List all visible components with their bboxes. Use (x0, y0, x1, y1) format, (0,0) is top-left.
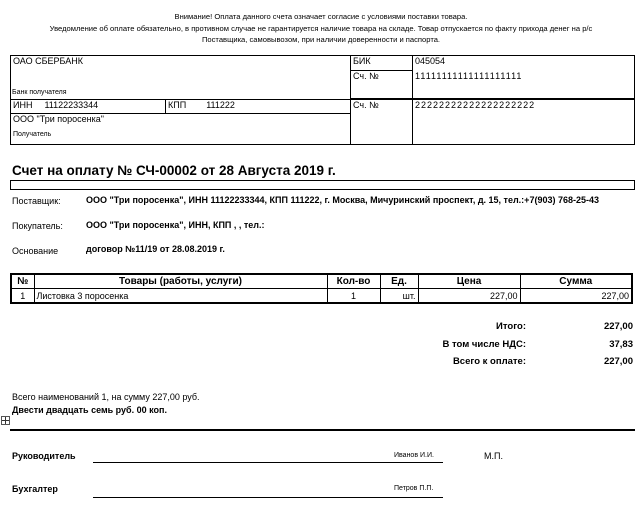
account-label: Сч. № (351, 99, 413, 144)
bank-caption: Банк получателя (12, 89, 67, 96)
items-header-row (11, 274, 632, 289)
notice-line-1: Внимание! Оплата данного счета означает согласие с условиями поставки товара. (174, 12, 468, 21)
vat-value: 37,83 (609, 339, 633, 350)
accountant-signature-line (93, 497, 443, 498)
vat-label: В том числе НДС: (442, 339, 526, 350)
bik-label: БИК (351, 56, 413, 71)
col-price-header: Цена (418, 274, 520, 289)
inn-value: 11122233344 (44, 99, 99, 110)
table-row (11, 289, 632, 304)
notice-line-3: Поставщика, самовывозом, при наличии доверенности и паспорта. (201, 35, 441, 44)
supplier-label: Поставщик: (12, 196, 61, 206)
director-signature-line (93, 462, 443, 463)
col-unit-header: Ед. (380, 274, 418, 289)
summary-count: Всего наименований 1, на сумму 227,00 руб. (12, 392, 200, 402)
inn-cell: ИНН 11122233344 (11, 99, 166, 113)
signature-rule (10, 429, 635, 431)
row-price: 227,00 (418, 289, 520, 304)
row-goods: Листовка 3 поросенка (34, 289, 327, 304)
row-qty: 1 (327, 289, 380, 304)
recipient-name: ООО "Три поросенка" (13, 113, 104, 124)
accountant-name: Петров П.П. (394, 485, 434, 492)
total-label: Итого: (496, 321, 526, 332)
due-value: 227,00 (603, 356, 633, 367)
title-underline-box (10, 180, 635, 190)
corr-account-value: 11111111111111111111 (413, 71, 635, 99)
recipient-caption: Получатель (13, 130, 52, 138)
account-value: 22222222222222222222 (413, 99, 635, 144)
buyer-label: Покупатель: (12, 221, 63, 231)
bik-value: 045054 (413, 56, 635, 71)
basis-value: договор №11/19 от 28.08.2019 г. (86, 244, 225, 254)
col-qty-header: Кол-во (327, 274, 380, 289)
buyer-value: ООО "Три поросенка", ИНН, КПП , , тел.: (86, 220, 265, 230)
bank-details-table (10, 55, 635, 145)
stamp-label: М.П. (484, 451, 503, 461)
total-value: 227,00 (603, 321, 633, 332)
col-goods-header: Товары (работы, услуги) (34, 274, 327, 289)
row-unit: шт. (380, 289, 418, 304)
summary-words: Двести двадцать семь руб. 00 коп. (12, 405, 167, 415)
row-number: 1 (11, 289, 34, 304)
col-sum-header: Сумма (520, 274, 632, 289)
col-number-header: № (11, 274, 34, 289)
corr-account-label: Сч. № (351, 71, 413, 99)
director-label: Руководитель (12, 451, 76, 461)
accountant-label: Бухгалтер (12, 484, 58, 494)
kpp-cell: КПП 111222 (166, 99, 351, 113)
invoice-title: Счет на оплату № СЧ-00002 от 28 Августа 2019 г. (12, 163, 336, 178)
row-sum: 227,00 (520, 289, 632, 304)
items-table (10, 273, 633, 304)
director-name: Иванов И.И. (394, 452, 434, 459)
move-anchor-icon[interactable] (1, 416, 10, 425)
basis-label: Основание (12, 246, 59, 256)
due-label: Всего к оплате: (452, 356, 526, 367)
kpp-value: 111222 (206, 99, 235, 110)
recipient-cell (11, 113, 351, 144)
supplier-value: ООО "Три поросенка", ИНН 11122233344, КПП 111222, г. Москва, Мичуринский проспект, д. 15, тел.:+7(903) 768-25-43 (86, 195, 599, 205)
notice-line-2: Уведомление об оплате обязательно, в противном случае не гарантируется наличие товара на складе. Товар отпускается по факту прихода денег на р/с (49, 24, 593, 33)
bank-name: ОАО СБЕРБАНК (13, 56, 83, 66)
